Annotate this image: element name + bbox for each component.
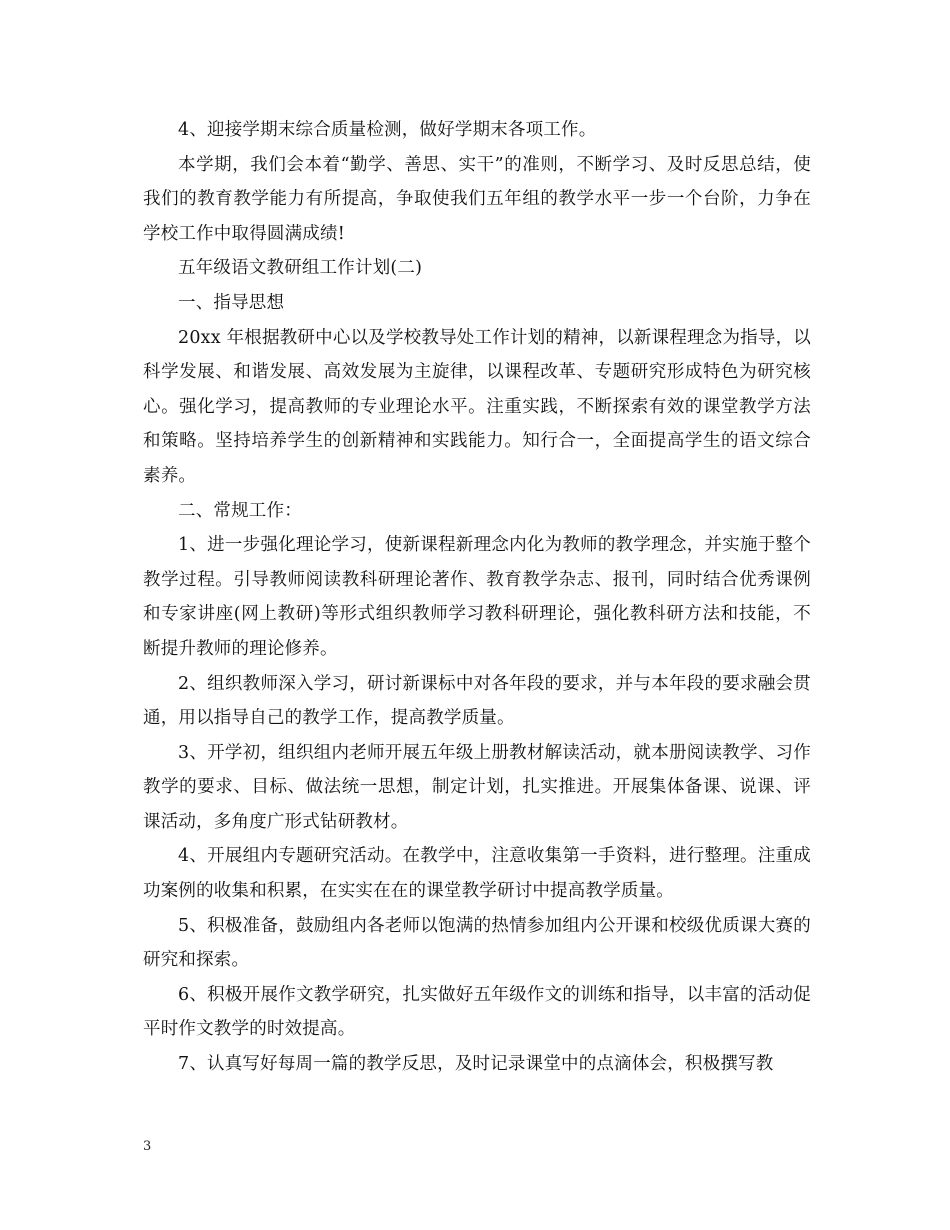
list-item: 3、开学初，组织组内老师开展五年级上册教材解读活动，就本册阅读教学、习作教学的要求、目标、做法统一思想，制定计划，扎实推进。开展集体备课、说课、评课活动，多角度广形式钻研教材。	[143, 742, 811, 832]
list-item: 7、认真写好每周一篇的教学反思，及时记录课堂中的点滴体会，积极撰写教	[178, 1054, 774, 1075]
paragraph: 20xx 年根据教研中心以及学校教导处工作计划的精神，以新课程理念为指导，以科学发展、和谐发展、高效发展为主旋律，以课程改革、专题研究形成特色为研究核心。强化学习，提高教师的专业理论水平。注重实践，不断探索有效的课堂教学方法和策略。坚持培养学生的创新精神和实践能力。知行合一，全面提高学生的语文综合素养。	[143, 327, 811, 486]
list-item: 5、积极准备，鼓励组内各老师以饱满的热情参加组内公开课和校级优质课大赛的研究和探索。	[143, 915, 811, 971]
paragraph: 4、迎接学期末综合质量检测，做好学期末各项工作。	[178, 120, 597, 140]
list-item: 6、积极开展作文教学研究，扎实做好五年级作文的训练和指导，以丰富的活动促平时作文教学的时效提高。	[143, 984, 811, 1040]
list-item: 1、进一步强化理论学习，使新课程新理念内化为教师的教学理念，并实施于整个教学过程。引导教师阅读教科研理论著作、教育教学杂志、报刊，同时结合优秀课例和专家讲座(网上教研)等形式组织教师学习教科研理论，强化教科研方法和技能，不断提升教师的理论修养。	[143, 535, 811, 659]
section-title: 五年级语文教研组工作计划(二)	[178, 258, 423, 279]
paragraph: 本学期，我们会本着“勤学、善思、实干”的准则，不断学习、及时反思总结，使我们的教育教学能力有所提高，争取使我们五年组的教学水平一步一个台阶，力争在学校工作中取得圆满成绩!	[143, 154, 811, 244]
section-heading: 二、常规工作：	[178, 500, 302, 521]
document-body	[143, 113, 811, 1082]
section-heading: 一、指导思想	[178, 292, 285, 313]
list-item: 4、开展组内专题研究活动。在教学中，注意收集第一手资料，进行整理。注重成功案例的收集和积累，在实实在在的课堂教学研讨中提高教学质量。	[143, 846, 811, 902]
list-item: 2、组织教师深入学习，研讨新课标中对各年段的要求，并与本年段的要求融会贯通，用以指导自己的教学工作，提高教学质量。	[143, 673, 811, 729]
page-number: 3	[143, 1139, 152, 1154]
